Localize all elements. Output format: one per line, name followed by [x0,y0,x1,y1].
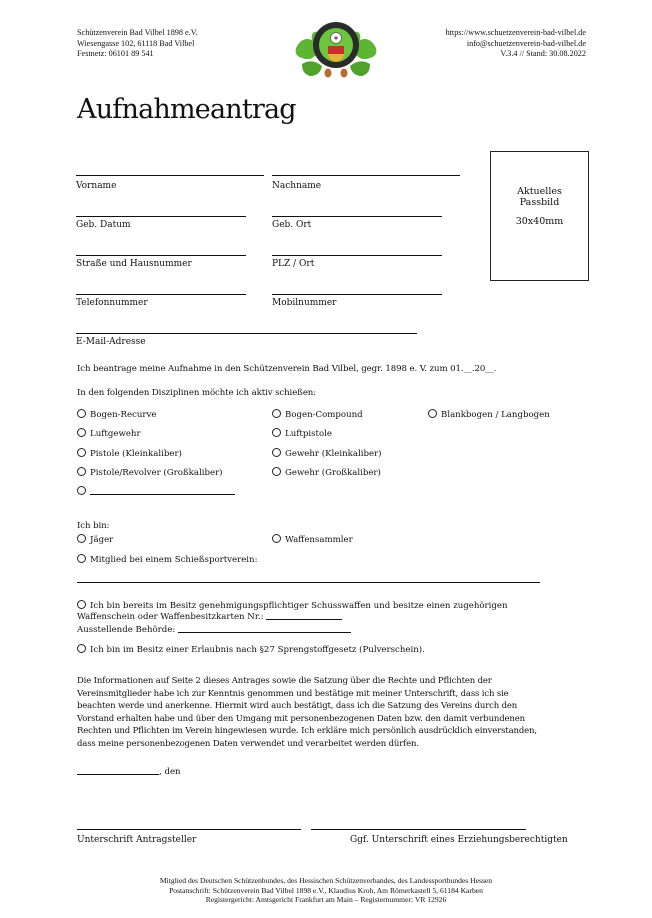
discipline-option[interactable]: Bogen-Recurve [77,409,156,420]
street-field[interactable] [76,255,246,256]
license-number-field[interactable] [266,619,342,620]
footer-postal-address: Postanschrift: Schützenverein Bad Vilbel 1898 e.V., Klaudius Kroh, Am Römerkastell 5, 61184 Karben [169,885,483,895]
guardian-signature-label: Ggf. Unterschrift eines Erziehungsberechtigten [350,835,568,845]
authority-label: Ausstellende Behörde: [77,625,176,635]
date-prefix: , den [159,767,181,777]
first-name-label: Vorname [76,181,117,191]
radio-icon[interactable] [272,448,281,457]
application-statement: Ich beantrage meine Aufnahme in den Schützenverein Bad Vilbel, gegr. 1898 e. V. zum 01.__.20__. [77,364,497,374]
footer [0,876,652,905]
discipline-option[interactable]: Bogen-Compound [272,409,363,420]
radio-icon[interactable] [428,409,437,418]
status-option-club-member[interactable]: Mitglied bei einem Schießsportverein: [77,554,258,565]
radio-icon[interactable] [77,600,86,609]
discipline-option[interactable]: Gewehr (Großkaliber) [272,467,381,478]
place-date-row [77,767,181,777]
footer-memberships: Mitglied des Deutschen Schützenbundes, des Hessischen Schützenverbandes, des Landessportbundes Hessen [159,876,493,885]
photo-size: 30x40mm [515,216,564,227]
radio-icon[interactable] [272,467,281,476]
radio-icon[interactable] [77,409,86,418]
license-row [77,612,342,622]
birth-place-label: Geb. Ort [272,220,312,230]
footer-register: Registergericht: Amtsgericht Frankfurt am Main – Registernummer: VR 12926 [205,895,447,905]
club-name: Schützenverein Bad Vilbel 1898 e.V. [77,28,198,37]
last-name-label: Nachname [272,181,322,191]
status-option-hunter[interactable]: Jäger [77,534,113,545]
status-heading: Ich bin: [77,521,110,531]
radio-icon[interactable] [77,467,86,476]
radio-icon[interactable] [77,486,86,495]
club-phone: Festnetz: 06101 89 541 [77,49,154,58]
applicant-signature-field[interactable] [77,829,301,830]
birth-date-label: Geb. Datum [76,220,131,230]
guardian-signature-field[interactable] [311,829,526,830]
radio-icon[interactable] [272,534,281,543]
discipline-option-other[interactable] [77,486,235,497]
discipline-option[interactable]: Luftpistole [272,428,332,439]
authority-field[interactable] [178,632,351,633]
zip-city-label: PLZ / Ort [272,259,315,269]
website-link[interactable]: https://www.schuetzenverein-bad-vilbel.de [445,28,586,37]
last-name-field[interactable] [272,175,460,176]
version-info: V.3.4 // Stand: 30.08.2022 [500,49,586,58]
radio-icon[interactable] [77,534,86,543]
birth-date-field[interactable] [76,216,246,217]
first-name-field[interactable] [76,175,264,176]
photo-label-1: Aktuelles [517,186,562,197]
radio-icon[interactable] [77,448,86,457]
discipline-option[interactable]: Gewehr (Kleinkaliber) [272,448,382,459]
mobile-label: Mobilnummer [272,298,337,308]
license-label: Waffenschein oder Waffenbesitzkarten Nr.: [77,612,264,622]
place-field[interactable] [77,774,159,775]
mobile-field[interactable] [272,294,442,295]
zip-city-field[interactable] [272,255,442,256]
email-label: E-Mail-Adresse [76,337,146,347]
passport-photo-box [490,151,589,281]
page-title: Aufnahmeantrag [77,94,296,125]
discipline-option[interactable]: Blankbogen / Langbogen [428,409,550,420]
street-label: Straße und Hausnummer [76,259,192,269]
discipline-option[interactable]: Pistole/Revolver (Großkaliber) [77,467,223,478]
other-discipline-field[interactable] [90,494,235,495]
radio-icon[interactable] [77,428,86,437]
phone-field[interactable] [76,294,246,295]
radio-icon[interactable] [77,644,86,653]
photo-label-2: Passbild [519,197,560,208]
disciplines-heading: In den folgenden Disziplinen möchte ich aktiv schießen: [77,388,317,398]
radio-icon[interactable] [272,409,281,418]
declaration-text: Die Informationen auf Seite 2 dieses Antrages sowie die Satzung über die Rechte und Pflichten der Vereinsmitglieder habe ich zur Kenntnis genommen und bestätige mit meiner Unterschrift, dass ich sie beachten werde und anerkenne. Hiermit wird auch bestätigt, dass ich die Satzung des Vereins durch den Vorstand erhalten habe und über den Umgang mit personenbezogenen Daten bzw. den damit verbundenen Rechten und Pflichten im Verein hingewiesen wurde. Ich erkläre mich persönlich ausdrücklich einverstanden, dass meine personenbezogenen Daten verwendet und verarbeitet werden dürfen. [77,676,537,749]
club-crest-icon [292,18,380,80]
contact-info [446,28,586,60]
authority-row [77,625,351,635]
club-address: Wiesengasse 102, 61118 Bad Vilbel [77,38,195,48]
applicant-signature-label: Unterschrift Antragsteller [77,835,197,845]
radio-icon[interactable] [272,428,281,437]
weapons-owner-option[interactable]: Ich bin bereits im Besitz genehmigungspflichtiger Schusswaffen und besitze einen zugehörigen [77,600,508,611]
explosives-permit-option[interactable]: Ich bin im Besitz einer Erlaubnis nach §27 Sprengstoffgesetz (Pulverschein). [77,644,425,655]
discipline-option[interactable]: Pistole (Kleinkaliber) [77,448,182,459]
radio-icon[interactable] [77,554,86,563]
club-info [77,28,198,60]
email-link[interactable]: info@schuetzenverein-bad-vilbel.de [466,38,586,48]
club-name-field[interactable] [77,582,540,583]
status-option-collector[interactable]: Waffensammler [272,534,353,545]
phone-label: Telefonnummer [76,298,148,308]
discipline-option[interactable]: Luftgewehr [77,428,141,439]
birth-place-field[interactable] [272,216,442,217]
email-field[interactable] [76,333,417,334]
